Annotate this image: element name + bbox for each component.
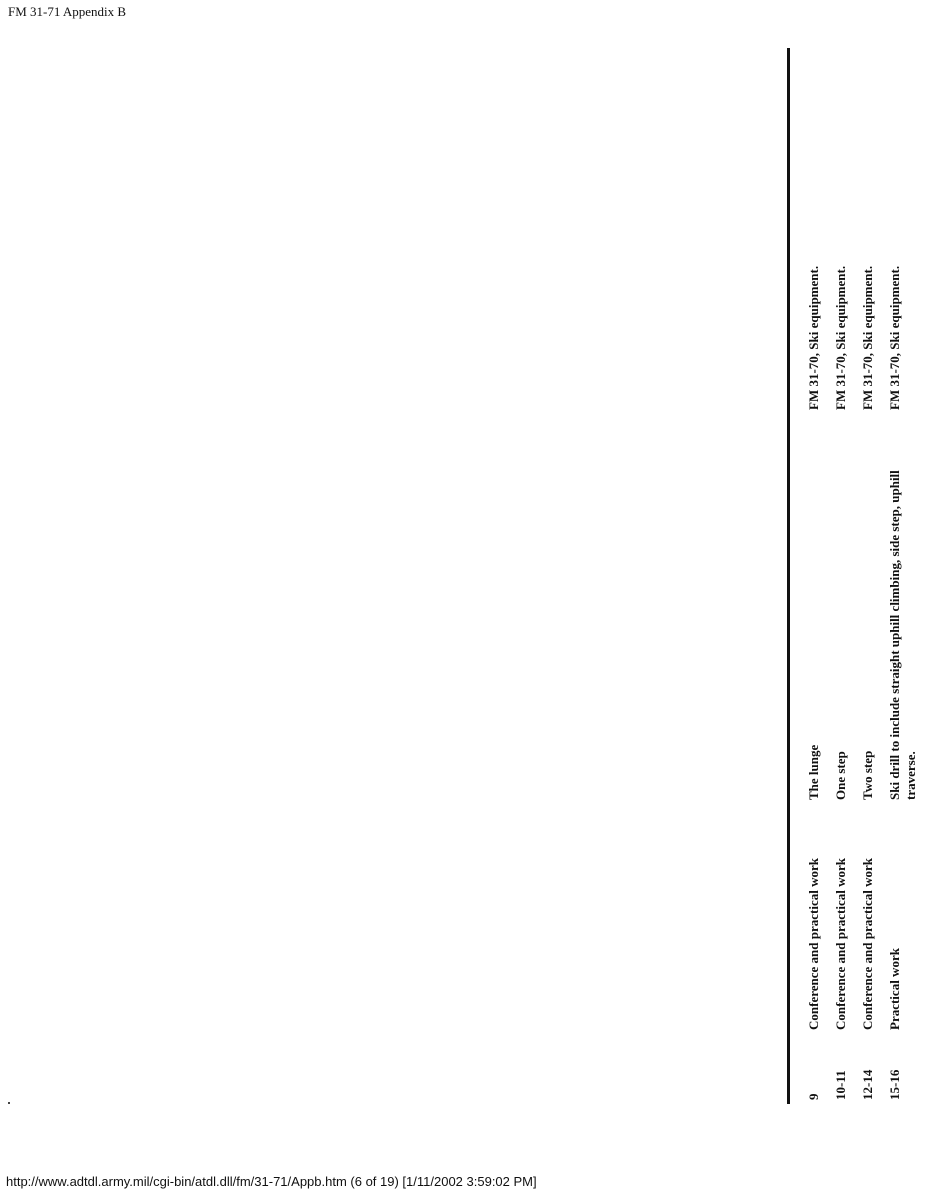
ski-subject-cell: Ski drill to include straight uphill climbing, side step, uphill traverse. bbox=[887, 470, 919, 800]
ski-type-cell: Conference and practical work bbox=[806, 858, 821, 1030]
ski-table bbox=[798, 50, 926, 1100]
ski-type-cell: Practical work bbox=[887, 948, 902, 1030]
ski-ref-cell: FM 31-70, Ski equipment. bbox=[860, 265, 875, 410]
margin-mark bbox=[8, 1102, 10, 1104]
ski-periods-cell: 12-14 bbox=[860, 1069, 875, 1100]
ski-type-cell: Conference and practical work bbox=[860, 858, 875, 1030]
ski-periods-cell: 15-16 bbox=[887, 1069, 902, 1100]
ski-ref-cell: FM 31-70, Ski equipment. bbox=[806, 265, 821, 410]
ski-periods-cell: 10-11 bbox=[833, 1070, 848, 1100]
ski-ref-cell: FM 31-70, Ski equipment. bbox=[887, 265, 902, 410]
page-footer: http://www.adtdl.army.mil/cgi-bin/atdl.dll/fm/31-71/Appb.htm (6 of 19) [1/11/2002 3:59:02 PM] bbox=[6, 1174, 537, 1189]
ski-subject-cell: The lunge bbox=[806, 744, 821, 800]
page-header: FM 31-71 Appendix B bbox=[8, 4, 127, 19]
ski-subject-cell: One step bbox=[833, 751, 848, 800]
top-rule bbox=[787, 48, 790, 1104]
ski-type-cell: Conference and practical work bbox=[833, 858, 848, 1030]
ski-subject-cell: Two step bbox=[860, 750, 875, 800]
ski-periods-cell: 9 bbox=[806, 1093, 821, 1100]
rotated-page bbox=[784, 44, 926, 1104]
ski-ref-cell: FM 31-70, Ski equipment. bbox=[833, 265, 848, 410]
